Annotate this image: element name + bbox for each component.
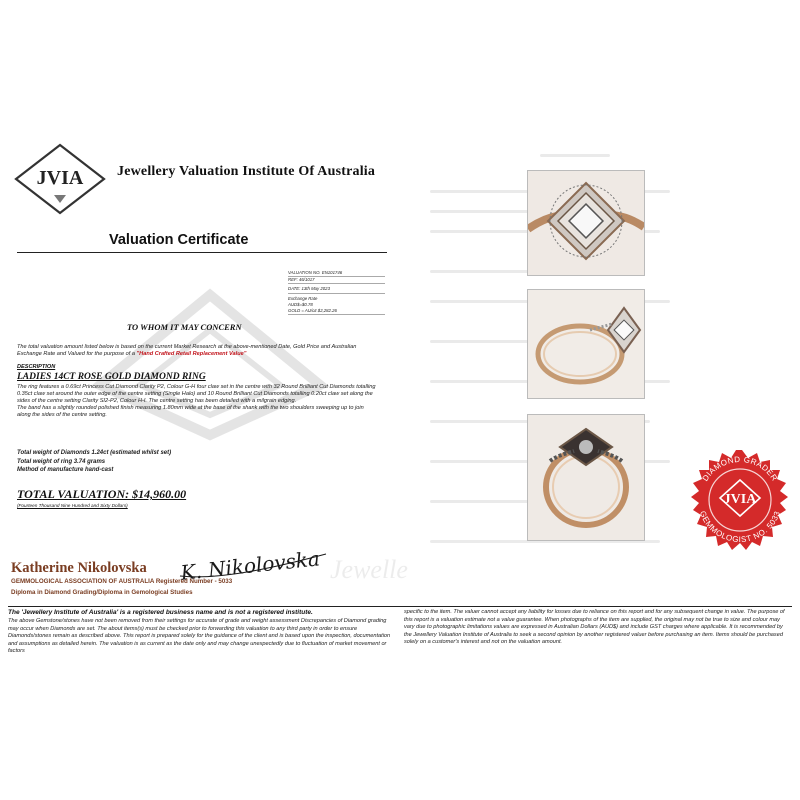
certificate-title: Valuation Certificate <box>109 232 249 248</box>
institute-name: Jewellery Valuation Institute Of Australia <box>117 164 376 179</box>
signature-text: K. Nikolovska <box>179 546 321 585</box>
item-title: LADIES 14CT ROSE GOLD DIAMOND RING <box>17 372 206 382</box>
logo-text: JVIA <box>36 167 84 189</box>
description-label: DESCRIPTION <box>17 364 56 370</box>
association: GEMMOLOGICAL ASSOCIATION OF AUSTRALIA Registered Number - 5033 <box>11 578 233 585</box>
ring-front-image <box>528 415 644 540</box>
ring-photo-top <box>527 170 645 276</box>
diploma: Diploma in Diamond Grading/Diploma in Gemological Studies <box>11 589 193 596</box>
disclaimer-left: The above Gemstone/stones have not been removed from their settings for accurate of grade and weight assessment Discrepancies of Diamond grading may occur when Diamonds are set. The about items(s) must be checked prior to forwarding this valuation to any third party in order to ensure Diamonds/stones remain as described above. This report is prepared solely for the guidance of the client and is based upon the inspection, documentation and assumptions as detailed herein. The valuation is as current as the date only and may change unexpectedly due to fluctuation of market movement or factors <box>8 618 391 655</box>
seal-bottom-text: GEMMOLOGIST NO. 5033 <box>697 509 783 545</box>
reference-number: REF: 46/1017 <box>288 277 385 284</box>
item-description <box>17 384 377 419</box>
manufacture-method: Method of manufacture hand-cast <box>17 467 114 474</box>
valuation-number: VALUATION NO. EN101746 <box>288 270 385 277</box>
gemmologist-seal <box>680 440 800 560</box>
valuation-purpose: "Hand Crafted Retail Replacement Value" <box>136 351 247 358</box>
ring-top-image <box>528 171 644 275</box>
ghost-signature: Jewelle <box>330 555 408 584</box>
jvia-logo <box>14 143 106 215</box>
description-text: The ring features a 0.69ct Princess Cut Diamond Clarity P2, Colour G-H four claw set in the centre with 32 Round Brilliant Cut Diamonds totalling 0.35ct claw set around the outer edge of the centre setting (Single Halo) and 10 Round Brilliant Cut Diamonds totalling 0.20ct claw set along the sides of the centre setting Clarity SI2-P2, Colour H-I. The centre setting has been detailed with a milgrain edging. <box>17 384 376 405</box>
gold-price: GOLD = AU/oz $2,282.26 <box>288 308 385 315</box>
reference-box <box>288 270 385 332</box>
total-in-words: (Fourteen Thousand Nine Hundred and Sixty Dollars) <box>17 503 128 508</box>
exchange-rate: AUD$=$0.78 <box>288 301 313 307</box>
total-valuation: TOTAL VALUATION: $14,960.00 <box>17 487 187 501</box>
valuer-name: Katherine Nikolovska <box>11 560 147 576</box>
footer-divider <box>8 606 792 607</box>
band-text: The band has a slightly rounded polished finish measuring 1.80mm wide at the base of the shank with the two shoulders sweeping up to join along the sides of the centre setting. <box>17 405 364 419</box>
title-divider <box>17 252 387 253</box>
seal-center-text: JVIA <box>723 492 757 507</box>
disclaimer-right: specific to the item. The valuer cannot accept any liability for losses due to reliance on this report and for any subsequent change in value. The purpose of this report is a valuation estimate not a value guarantee. When photographs of the item are supplied, the original may not be true to size and colour may vary due to photographic limitations values are expressed in Australian Dollars (AUD$) and include GST charges where applicable. It is recommended by the Jewellery Valuation Institute of Australia to seek a second opinion by another registered valuer before purchasing an item. Items should be purchased solely on a customer's interest and not on the valuation amount. <box>404 609 785 646</box>
intro-text: The total valuation amount listed below is based on the current Market Research at the above-mentioned Date, Gold Price and Australian Exchange Rate and Valued for the purpose of a <box>17 344 357 358</box>
seal-top-text: DIAMOND GRADER <box>700 454 780 483</box>
item-weights <box>17 449 171 475</box>
valuation-date: DATE: 13th May 2023 <box>288 286 385 293</box>
ring-side-image <box>528 290 644 398</box>
disclaimer-heading: The 'Jewellery Institute of Australia' is a registered business name and is not a registered institute. <box>8 609 313 616</box>
ring-weight: Total weight of ring 3.74 grams <box>17 458 106 465</box>
addressee: TO WHOM IT MAY CONCERN <box>127 322 242 332</box>
ring-photo-front <box>527 414 645 541</box>
exchange-label: Exchange Rate <box>288 295 318 301</box>
intro-paragraph <box>17 344 377 358</box>
diamond-weight: Total weight of Diamonds 1.24ct (estimated whilst set) <box>17 450 172 456</box>
ring-photo-side <box>527 289 645 399</box>
